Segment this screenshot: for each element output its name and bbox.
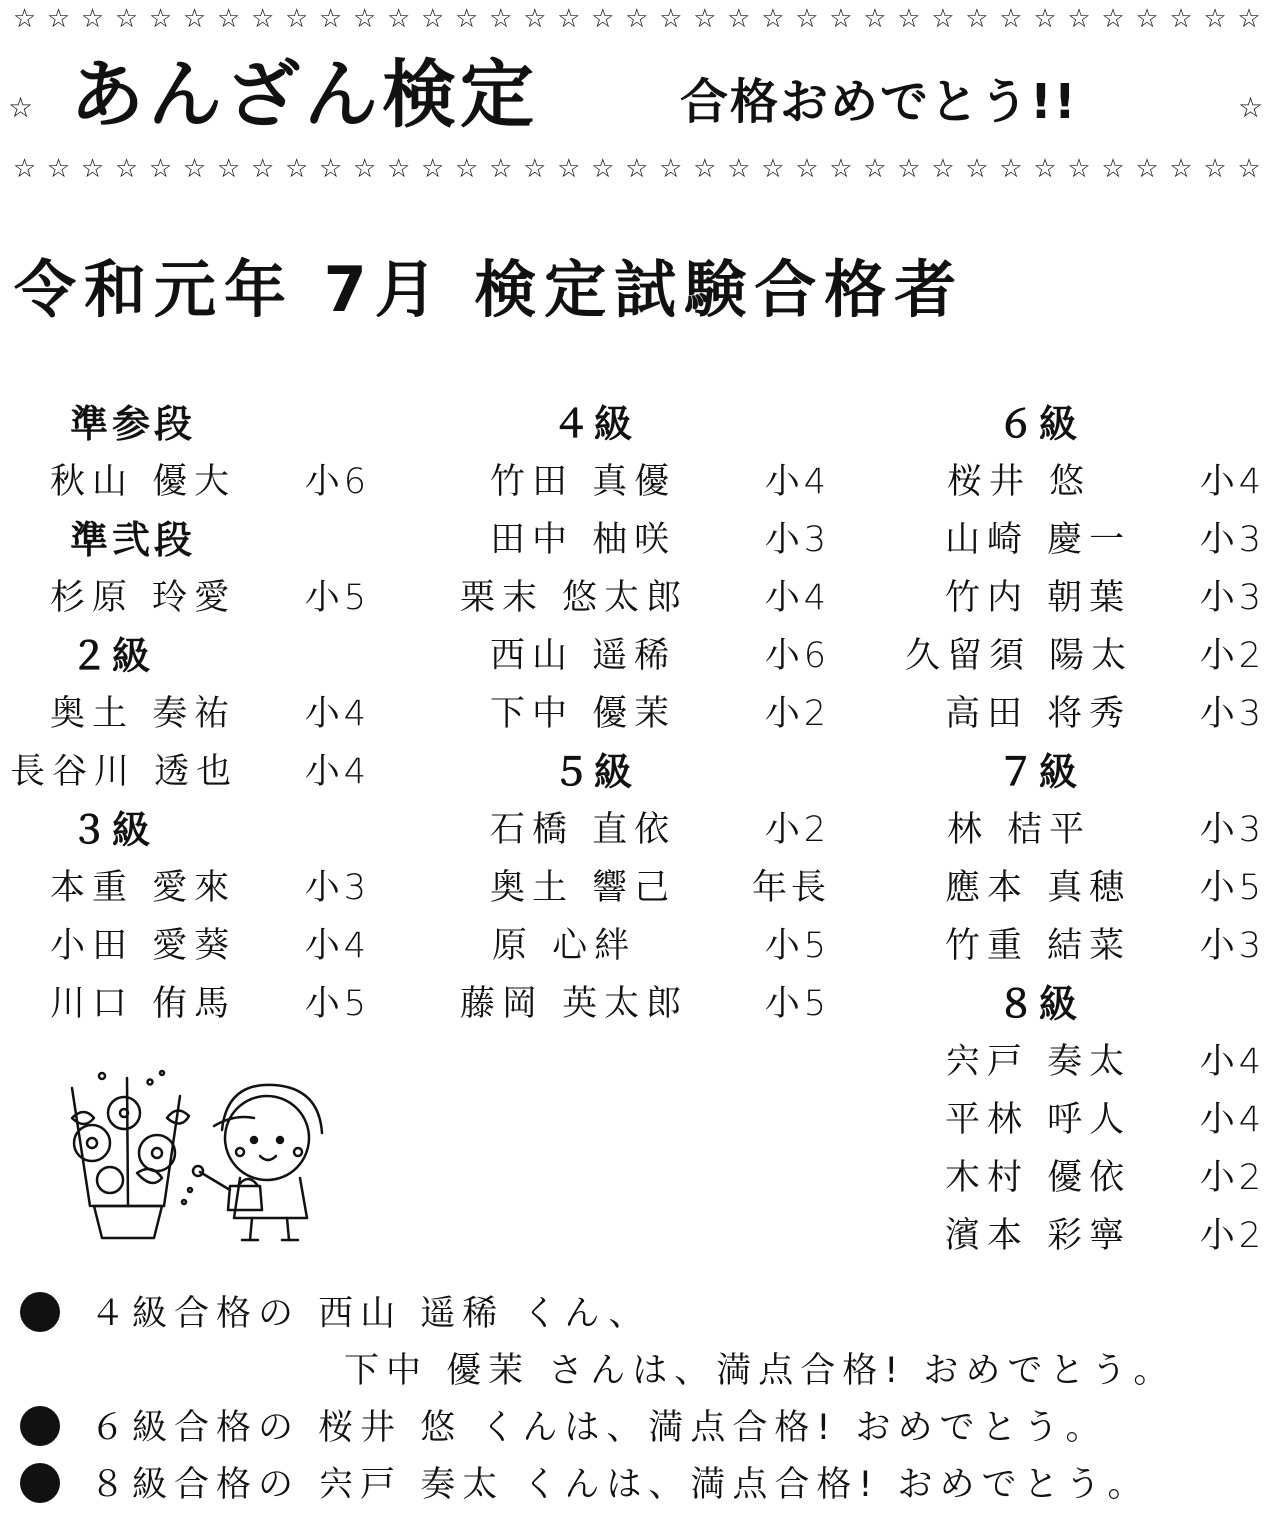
star-icon: ☆ xyxy=(863,4,887,34)
star-icon: ☆ xyxy=(693,154,717,184)
note-text: ４級合格の 西山 遥稀 くん、 xyxy=(90,1294,651,1334)
star-icon: ☆ xyxy=(999,154,1023,184)
student-name: 石橋 直依 xyxy=(490,810,677,850)
student-name: 竹重 結菜 xyxy=(945,926,1132,966)
star-icon: ☆ xyxy=(1135,4,1159,34)
level-heading: ２級 xyxy=(70,634,155,678)
student-name: 竹田 真優 xyxy=(490,462,677,502)
list-item xyxy=(460,801,830,859)
star-icon: ☆ xyxy=(761,154,785,184)
results-column-1 xyxy=(10,395,370,1033)
school-grade: 小6 xyxy=(764,636,830,676)
school-grade: 小2 xyxy=(1199,636,1265,676)
star-icon: ☆ xyxy=(965,4,989,34)
level-heading: ４級 xyxy=(552,402,637,446)
star-icon: ☆ xyxy=(591,4,615,34)
star-icon-right: ☆ xyxy=(1238,91,1264,124)
list-item xyxy=(460,453,830,511)
star-icon: ☆ xyxy=(659,154,683,184)
star-icon: ☆ xyxy=(829,4,853,34)
star-icon: ☆ xyxy=(1169,154,1193,184)
school-grade: 小3 xyxy=(304,868,370,908)
list-item xyxy=(905,801,1265,859)
note-text: ６級合格の 桜井 悠 くんは、満点合格! おめでとう。 xyxy=(90,1408,1108,1448)
star-icon-left: ☆ xyxy=(8,91,34,124)
level-heading: ８級 xyxy=(997,982,1082,1026)
star-icon: ☆ xyxy=(455,4,479,34)
list-item xyxy=(460,975,830,1033)
results-column-3 xyxy=(905,395,1265,1265)
star-icon: ☆ xyxy=(795,154,819,184)
list-item xyxy=(10,453,370,511)
star-icon: ☆ xyxy=(897,4,921,34)
list-item xyxy=(905,1207,1265,1265)
star-icon: ☆ xyxy=(284,4,309,34)
star-icon: ☆ xyxy=(523,154,547,184)
school-grade: 小3 xyxy=(764,520,830,560)
page-title: 令和元年 7月 検定試験合格者 xyxy=(14,253,965,326)
student-name: 秋山 優大 xyxy=(50,462,237,502)
star-icon: ☆ xyxy=(625,4,649,34)
star-icon: ☆ xyxy=(250,4,275,34)
star-icon: ☆ xyxy=(1101,4,1125,34)
star-icon: ☆ xyxy=(182,4,207,34)
star-icon: ☆ xyxy=(250,154,275,184)
star-icon: ☆ xyxy=(1067,4,1091,34)
list-item xyxy=(10,975,370,1033)
star-icon: ☆ xyxy=(148,4,173,34)
star-icon: ☆ xyxy=(489,4,513,34)
student-name: 高田 将秀 xyxy=(945,694,1132,734)
level-heading: ５級 xyxy=(552,750,637,794)
star-icon: ☆ xyxy=(761,4,785,34)
student-name: 桜井 悠 xyxy=(947,462,1092,502)
list-item xyxy=(10,743,370,801)
star-icon: ☆ xyxy=(1203,4,1227,34)
list-item xyxy=(905,1033,1265,1091)
school-grade: 小3 xyxy=(1199,926,1265,966)
list-item xyxy=(460,917,830,975)
bullet-icon xyxy=(20,1292,60,1332)
star-icon: ☆ xyxy=(1135,154,1159,184)
star-icon: ☆ xyxy=(182,154,207,184)
star-icon: ☆ xyxy=(1101,154,1125,184)
list-item xyxy=(460,511,830,569)
student-name: 林 桔平 xyxy=(947,810,1092,850)
star-icon: ☆ xyxy=(216,4,241,34)
star-icon: ☆ xyxy=(46,4,71,34)
school-grade: 小4 xyxy=(304,752,370,792)
student-name: 平林 呼人 xyxy=(945,1100,1132,1140)
star-icon: ☆ xyxy=(318,154,343,184)
student-name: 下中 優茉 xyxy=(490,694,677,734)
star-icon: ☆ xyxy=(114,154,139,184)
list-item xyxy=(905,569,1265,627)
star-icon: ☆ xyxy=(931,4,955,34)
star-icon: ☆ xyxy=(659,4,683,34)
star-icon: ☆ xyxy=(863,154,887,184)
list-item xyxy=(10,685,370,743)
star-icon: ☆ xyxy=(216,154,241,184)
list-item xyxy=(10,859,370,917)
student-name: 應本 真穂 xyxy=(945,868,1132,908)
school-grade: 小3 xyxy=(1199,694,1265,734)
school-grade: 小4 xyxy=(1199,462,1265,502)
list-item xyxy=(905,627,1265,685)
student-name: 小田 愛葵 xyxy=(50,926,237,966)
star-icon: ☆ xyxy=(489,154,513,184)
star-icon: ☆ xyxy=(421,4,445,34)
list-item xyxy=(905,859,1265,917)
star-border-bottom xyxy=(8,154,1266,184)
student-name: 久留須 陽太 xyxy=(905,636,1134,676)
list-item xyxy=(460,627,830,685)
student-name: 杉原 玲愛 xyxy=(50,578,237,618)
student-name: 川口 侑馬 xyxy=(50,984,237,1024)
school-grade: 小3 xyxy=(1199,520,1265,560)
list-item xyxy=(905,453,1265,511)
note-text: ８級合格の 宍戸 奏太 くんは、満点合格! おめでとう。 xyxy=(90,1465,1150,1505)
star-icon: ☆ xyxy=(965,154,989,184)
star-icon: ☆ xyxy=(727,154,751,184)
school-grade: 小5 xyxy=(764,926,830,966)
note-line xyxy=(14,1286,1272,1343)
banner-title: あんざん検定 xyxy=(70,52,538,138)
school-grade: 小2 xyxy=(764,694,830,734)
star-icon: ☆ xyxy=(1067,154,1091,184)
student-name: 濱本 彩寧 xyxy=(945,1216,1132,1256)
star-icon: ☆ xyxy=(1169,4,1193,34)
list-item xyxy=(460,859,830,917)
star-icon: ☆ xyxy=(931,154,955,184)
list-item xyxy=(905,511,1265,569)
star-icon: ☆ xyxy=(284,154,309,184)
banner-subtitle: 合格おめでとう!! xyxy=(680,74,1078,130)
school-grade: 小2 xyxy=(1199,1216,1265,1256)
star-icon: ☆ xyxy=(421,154,445,184)
level-heading: 準参段 xyxy=(70,402,197,446)
student-name: 竹内 朝葉 xyxy=(945,578,1132,618)
school-grade: 小4 xyxy=(304,694,370,734)
star-icon: ☆ xyxy=(80,154,105,184)
student-name: 西山 遥稀 xyxy=(490,636,677,676)
bullet-icon xyxy=(20,1406,60,1446)
school-grade: 小4 xyxy=(764,462,830,502)
note-line xyxy=(14,1343,1272,1400)
bullet-icon xyxy=(20,1463,60,1503)
star-icon: ☆ xyxy=(897,154,921,184)
star-icon: ☆ xyxy=(387,4,411,34)
school-grade: 小5 xyxy=(1199,868,1265,908)
student-name: 宍戸 奏太 xyxy=(945,1042,1132,1082)
star-icon: ☆ xyxy=(625,154,649,184)
note-line xyxy=(14,1400,1272,1457)
school-grade: 年長 xyxy=(751,868,830,908)
star-icon: ☆ xyxy=(387,154,411,184)
star-icon: ☆ xyxy=(80,4,105,34)
results-column-2 xyxy=(460,395,830,1033)
star-icon: ☆ xyxy=(1033,4,1057,34)
student-name: 奥土 奏祐 xyxy=(50,694,237,734)
student-name: 奥土 響己 xyxy=(490,868,677,908)
school-grade: 小5 xyxy=(304,984,370,1024)
star-icon: ☆ xyxy=(1203,154,1227,184)
star-icon: ☆ xyxy=(523,4,547,34)
level-heading: ６級 xyxy=(997,402,1082,446)
student-name: 原 心絆 xyxy=(492,926,637,966)
school-grade: 小5 xyxy=(304,578,370,618)
note-line xyxy=(14,1457,1272,1514)
star-border-top xyxy=(8,4,1266,34)
student-name: 本重 愛來 xyxy=(50,868,237,908)
star-icon: ☆ xyxy=(999,4,1023,34)
star-icon: ☆ xyxy=(693,4,717,34)
list-item xyxy=(10,569,370,627)
school-grade: 小3 xyxy=(1199,578,1265,618)
star-icon: ☆ xyxy=(557,154,581,184)
star-icon: ☆ xyxy=(148,154,173,184)
school-grade: 小2 xyxy=(1199,1158,1265,1198)
star-icon: ☆ xyxy=(557,4,581,34)
school-grade: 小2 xyxy=(764,810,830,850)
star-icon: ☆ xyxy=(12,154,37,184)
level-heading: ７級 xyxy=(997,750,1082,794)
list-item xyxy=(905,1149,1265,1207)
star-icon: ☆ xyxy=(727,4,751,34)
star-icon: ☆ xyxy=(1237,4,1261,34)
star-icon: ☆ xyxy=(353,4,377,34)
student-name: 藤岡 英太郎 xyxy=(460,984,689,1024)
school-grade: 小6 xyxy=(304,462,370,502)
star-icon: ☆ xyxy=(12,4,37,34)
student-name: 山崎 慶一 xyxy=(945,520,1132,560)
star-icon: ☆ xyxy=(1237,154,1261,184)
perfect-score-notes xyxy=(14,1286,1272,1514)
star-icon: ☆ xyxy=(829,154,853,184)
school-grade: 小3 xyxy=(1199,810,1265,850)
school-grade: 小4 xyxy=(1199,1100,1265,1140)
level-heading: ３級 xyxy=(70,808,155,852)
school-grade: 小4 xyxy=(304,926,370,966)
list-item xyxy=(460,569,830,627)
list-item xyxy=(10,917,370,975)
star-icon: ☆ xyxy=(591,154,615,184)
student-name: 木村 優依 xyxy=(945,1158,1132,1198)
star-icon: ☆ xyxy=(795,4,819,34)
star-icon: ☆ xyxy=(455,154,479,184)
list-item xyxy=(905,917,1265,975)
star-icon: ☆ xyxy=(353,154,377,184)
list-item xyxy=(905,1091,1265,1149)
list-item xyxy=(905,685,1265,743)
school-grade: 小4 xyxy=(1199,1042,1265,1082)
star-icon: ☆ xyxy=(114,4,139,34)
student-name: 田中 柚咲 xyxy=(490,520,677,560)
school-grade: 小5 xyxy=(764,984,830,1024)
note-text: 下中 優茉 さんは、満点合格! おめでとう。 xyxy=(344,1351,1176,1391)
school-grade: 小4 xyxy=(764,578,830,618)
student-name: 長谷川 透也 xyxy=(10,752,239,792)
star-icon: ☆ xyxy=(1033,154,1057,184)
list-item xyxy=(460,685,830,743)
star-icon: ☆ xyxy=(46,154,71,184)
student-name: 栗末 悠太郎 xyxy=(460,578,689,618)
level-heading: 準弐段 xyxy=(70,518,197,562)
star-icon: ☆ xyxy=(318,4,343,34)
child-watering-flowers-illustration xyxy=(62,1068,347,1248)
